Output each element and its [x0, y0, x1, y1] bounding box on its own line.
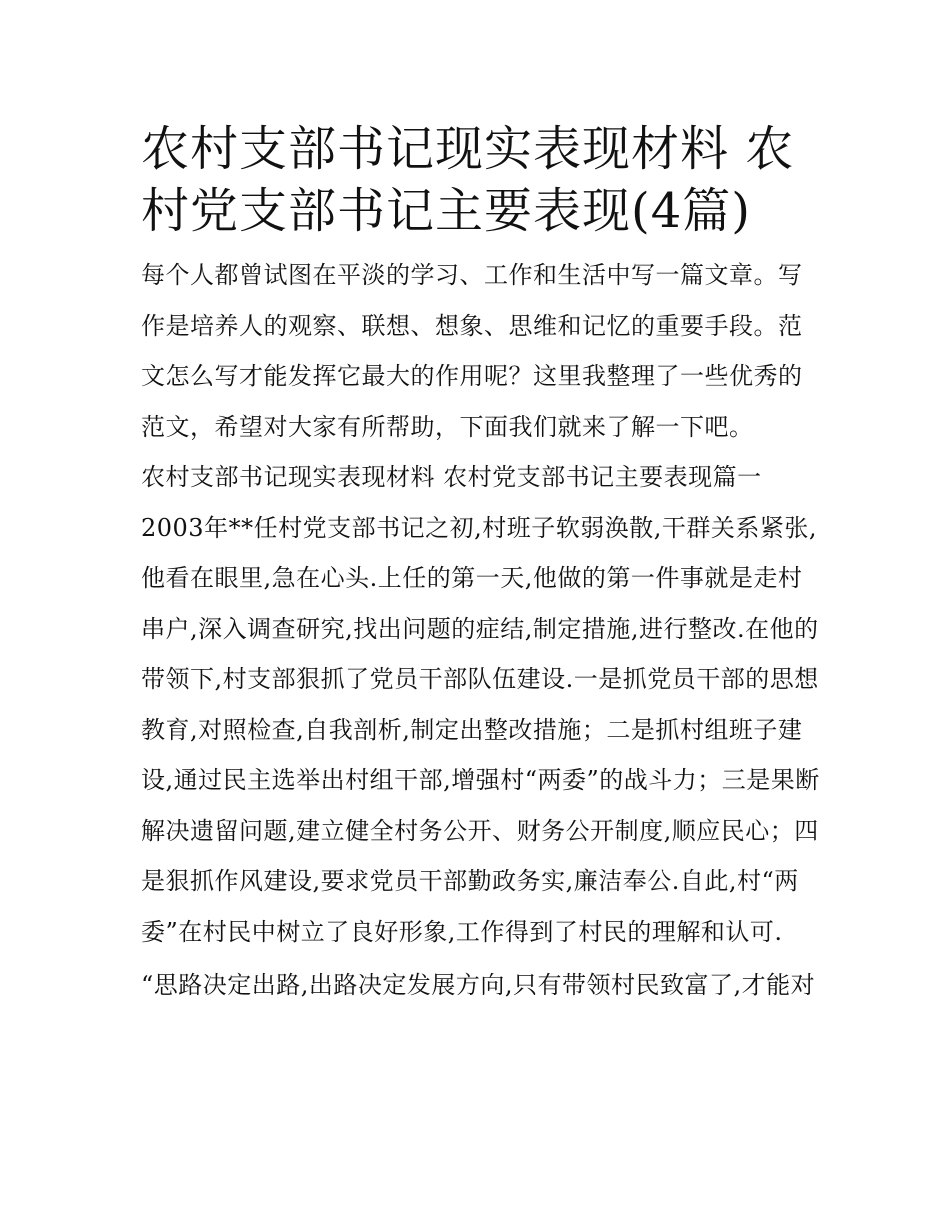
- intro-paragraph: 每个人都曾试图在平淡的学习、工作和生活中写一篇文章。写作是培养人的观察、联想、想象、思维和记忆的重要手段。范文怎么写才能发挥它最大的作用呢？这里我整理了一些优秀的范文，希望对大家有所帮助，下面我们就来了解一下吧。: [141, 261, 803, 441]
- body-paragraph-1: 2003年**任村党支部书记之初,村班子软弱涣散,干群关系紧张,他看在眼里,急在心头.上任的第一天,他做的第一件事就是走村串户,深入调查研究,找出问题的症结,制定措施,进行整改.在他的带领下,村支部狠抓了党员干部队伍建设.一是抓党员干部的思想教育,对照检查,自我剖析,制定出整改措施；二是抓村组班子建设,通过民主选举出村组干部,增强村“两委”的战斗力；三是果断解决遗留问题,建立健全村务公开、财务公开制度,顺应民心；四是狠抓作风建设,要求党员干部勤政务实,廉洁奉公.自此,村“两委”在村民中树立了良好形象,工作得到了村民的理解和认可.: [141, 513, 820, 946]
- section-heading: 农村支部书记现实表现材料 农村党支部书记主要表现篇一: [141, 463, 762, 491]
- document-title: 农村支部书记现实表现材料 农村党支部书记主要表现(4篇): [141, 121, 795, 239]
- body-paragraph-2: “思路决定出路,出路决定发展方向,只有带领村民致富了,才能对: [141, 971, 816, 999]
- document-content: [141, 118, 821, 1011]
